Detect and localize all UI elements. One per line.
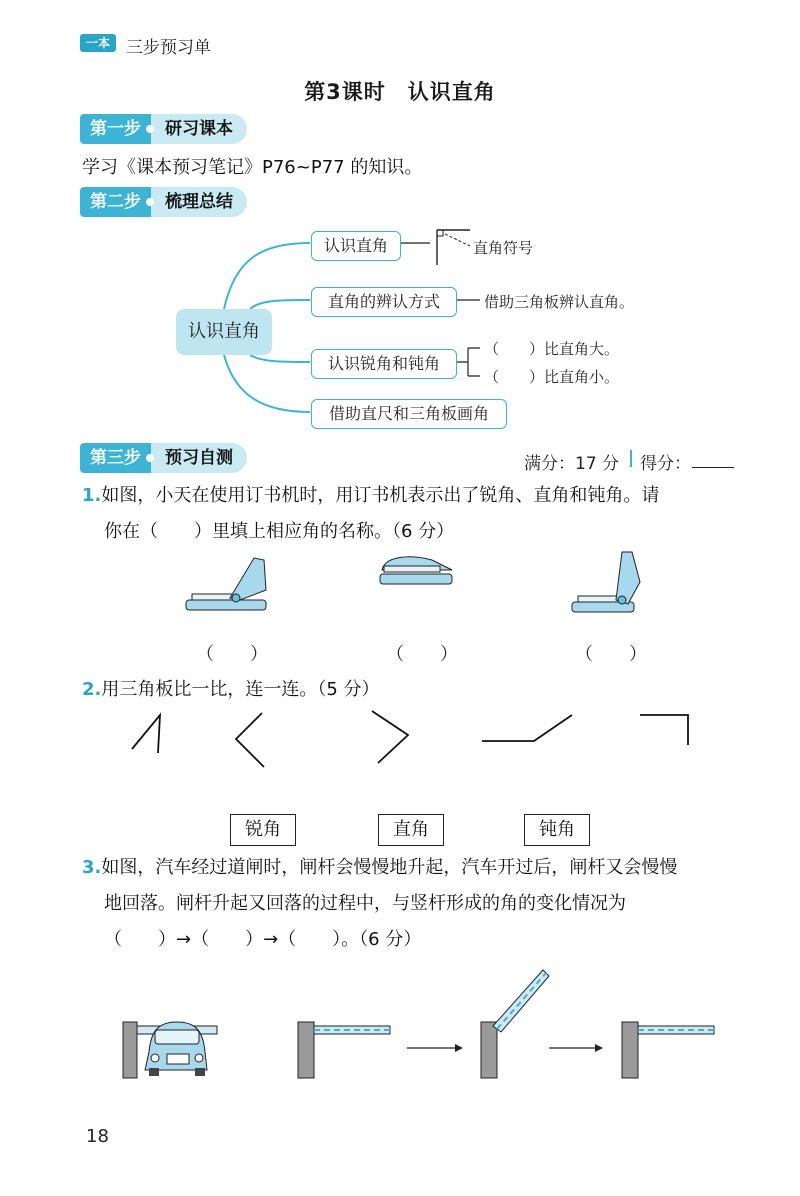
page-number: 18 [86, 1126, 109, 1147]
q2-angle-3 [372, 711, 408, 763]
step1-label: 第一步 [80, 114, 151, 144]
q3-text-line3[interactable]: （ ）→（ ）→（ ）。（6 分） [104, 929, 422, 950]
q2-number: 2. [82, 679, 102, 700]
step2-title: 梳理总结 [151, 187, 247, 217]
q1-blank-1[interactable]: （ ） [196, 644, 268, 665]
gate-panel-car [123, 1022, 217, 1078]
q2-angle-figures [120, 705, 700, 775]
q2-label-obtuse[interactable]: 钝角 [524, 814, 590, 846]
step1-instruction: 学习《课本预习笔记》P76~P77 的知识。 [82, 157, 423, 178]
score-divider [630, 450, 632, 467]
mindmap-branch-3: 认识锐角和钝角 [311, 349, 457, 379]
mindmap-branch-3-note-a: （ ）比直角大。 [484, 340, 620, 358]
series-title: 三步预习单 [126, 38, 211, 58]
score-blank[interactable] [692, 467, 734, 468]
q1-text-line2: 你在（ ）里填上相应角的名称。（6 分） [104, 521, 455, 542]
q2-angle-5 [640, 715, 688, 745]
q3-text-line2: 地回落。闸杆升起又回落的过程中，与竖杆形成的角的变化情况为 [104, 893, 626, 914]
q2-text: 用三角板比一比，连一连。（5 分） [101, 679, 380, 700]
lesson-title: 第3课时 认识直角 [304, 80, 496, 104]
q1-text-line1: 如图，小天在使用订书机时，用订书机表示出了锐角、直角和钝角。请 [101, 485, 660, 506]
q3-text-line1: 如图，汽车经过道闸时，闸杆会慢慢地升起，汽车开过后，闸杆又会慢慢 [101, 857, 678, 878]
q2-angle-2 [236, 713, 264, 767]
mindmap-branch-2-note: 借助三角板辨认直角。 [484, 293, 635, 311]
stapler-images [170, 540, 650, 635]
q2-angle-4 [482, 715, 572, 741]
q3-line1 [82, 850, 762, 886]
score-label: 得分： [640, 454, 691, 474]
q1-line1 [82, 478, 762, 514]
q1-blank-3[interactable]: （ ） [575, 644, 647, 665]
stapler-closed-image [380, 557, 452, 584]
step3-label: 第三步 [80, 443, 151, 473]
mindmap-branch-1-note: 直角符号 [473, 239, 534, 257]
step3-title: 预习自测 [151, 443, 247, 473]
gate-panel-raised [481, 970, 549, 1078]
q2-label-right[interactable]: 直角 [378, 814, 444, 846]
q1-blank-2[interactable]: （ ） [386, 644, 458, 665]
q3-number: 3. [82, 857, 102, 878]
q2-label-acute[interactable]: 锐角 [230, 814, 296, 846]
mindmap-root: 认识直角 [176, 309, 272, 355]
stapler-obtuse-image [572, 552, 640, 612]
mindmap-branch-3-note-b: （ ）比直角小。 [484, 368, 620, 386]
step3-heading [80, 443, 247, 473]
gate-panel-lowered [622, 1022, 714, 1078]
mindmap-branch-1: 认识直角 [311, 231, 401, 261]
step1-title: 研习课本 [151, 114, 247, 144]
q2-angle-1 [132, 715, 160, 753]
mindmap-branch-2: 直角的辨认方式 [311, 287, 457, 317]
step2-label: 第二步 [80, 187, 151, 217]
q2-line [82, 672, 380, 708]
gate-panel-closed [298, 1022, 390, 1078]
brand-logo: 一本 [80, 34, 116, 52]
full-score: 满分：17 分 [524, 454, 620, 474]
q1-number: 1. [82, 485, 102, 506]
mindmap-branch-4: 借助直尺和三角板画角 [311, 399, 507, 429]
gate-illustration [115, 960, 725, 1085]
stapler-acute-image [186, 558, 266, 610]
